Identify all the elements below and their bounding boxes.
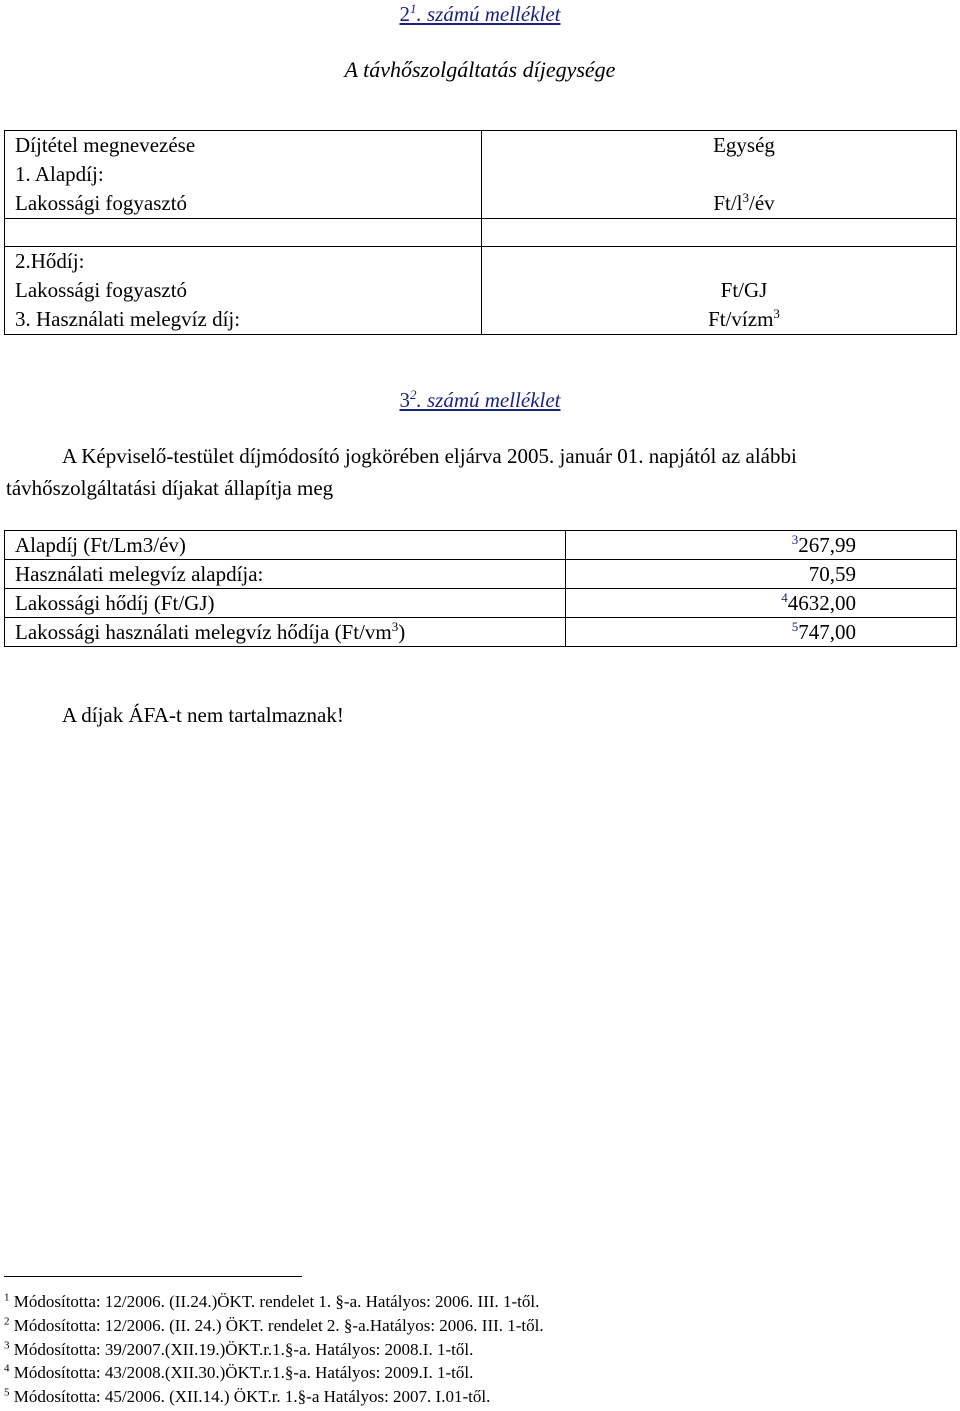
annex-heading-1[interactable] [0, 2, 960, 27]
cell-text: 3. Használati melegvíz díj: [15, 307, 241, 331]
fee-label: Használati melegvíz alapdíja: [5, 560, 566, 589]
table-row [5, 131, 957, 219]
table-row [5, 247, 957, 335]
fee-value: $^4$4632,00 [566, 589, 957, 618]
footnote: $^3$ Módosította: 39/2007.(XII.19.)ÖKT.r.1.§-a. Hatályos: 2008.I. 1-től. [4, 1339, 474, 1359]
fee-label: Lakossági használati melegvíz hődíja $(Ft/vm^3)$ [5, 618, 566, 647]
intro-paragraph: A Képviselő-testület díjmódosító jogkörében eljárva 2005. január 01. napjától az alábbi távhőszolgáltatási díjakat állapítja meg [6, 444, 797, 500]
table-row [5, 618, 957, 647]
annex-link-1[interactable]: $2^1$. számú melléklet [399, 1, 561, 26]
table-cell [482, 219, 957, 247]
document-title: A távhőszolgáltatás díjegysége [344, 57, 616, 82]
unit-header: Egység [713, 133, 775, 157]
table-cell [482, 131, 957, 219]
tariff-values-table [4, 530, 957, 647]
table-cell [5, 247, 482, 335]
footnote: $^5$ Módosította: 45/2006. (XII.14.) ÖKT.r. 1.§-a Hatályos: 2007. I.01-től. [4, 1386, 491, 1406]
table-row [5, 589, 957, 618]
cell-text: Díjtétel megnevezése [15, 133, 196, 157]
table-cell [482, 247, 957, 335]
annex-heading-2[interactable] [0, 388, 960, 413]
table-cell [5, 131, 482, 219]
cell-text: 1. Alapdíj: [15, 162, 104, 186]
unit-heat-fee: Ft/GJ [720, 278, 768, 302]
fee-label: Lakossági hődíj (Ft/GJ) [5, 589, 566, 618]
unit-hot-water-fee: Ft/vízm$^3$ [708, 306, 780, 331]
footnote: $^2$ Módosította: 12/2006. (II. 24.) ÖKT. rendelet 2. §-a.Hatályos: 2006. III. 1-től. [4, 1315, 544, 1335]
fee-label: Alapdíj (Ft/Lm3/év) [5, 531, 566, 560]
cell-text: Lakossági fogyasztó [15, 278, 188, 302]
vat-note: A díjak ÁFA-t nem tartalmaznak! [62, 703, 344, 727]
tariff-unit-table [4, 130, 957, 335]
footnote: $^4$ Módosította: 43/2008.(XII.30.)ÖKT.r.1.§-a. Hatályos: 2009.I. 1-től. [4, 1362, 474, 1382]
cell-text: 2.Hődíj: [15, 249, 85, 273]
footnote-separator [4, 1276, 302, 1277]
table-row [5, 219, 957, 247]
annex-link-2[interactable]: $3^2$. számú melléklet [399, 387, 561, 412]
table-row [5, 560, 957, 589]
fee-value: 70,59 [566, 560, 957, 589]
footnote: $^1$ Módosította: 12/2006. (II.24.)ÖKT. rendelet 1. §-a. Hatályos: 2006. III. 1-től. [4, 1291, 540, 1311]
table-row [5, 531, 957, 560]
fee-value: $^5$747,00 [566, 618, 957, 647]
cell-text: Lakossági fogyasztó [15, 191, 188, 215]
table-cell [5, 219, 482, 247]
unit-basic-fee: $Ft/l^3/év$ [713, 190, 775, 215]
fee-value: $^3$267,99 [566, 531, 957, 560]
